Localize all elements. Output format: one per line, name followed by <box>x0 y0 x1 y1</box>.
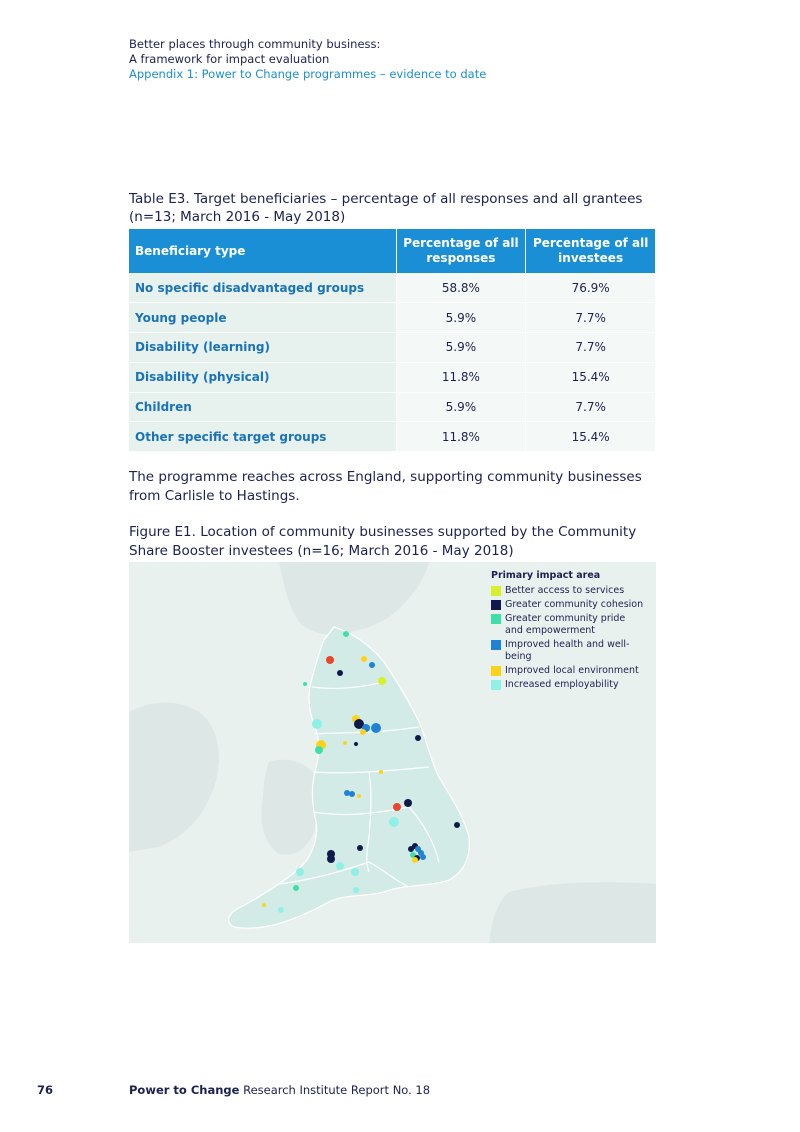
table-row <box>129 422 655 452</box>
table-row <box>129 273 655 303</box>
cell-investees: 7.7% <box>526 303 655 333</box>
cell-responses: 58.8% <box>396 273 526 303</box>
footer-brand: Power to Change <box>129 1083 240 1097</box>
community-business-marker <box>327 855 335 863</box>
cell-responses: 5.9% <box>396 303 526 333</box>
community-business-marker <box>296 868 304 876</box>
column-header-line: Beneficiary type <box>135 243 246 258</box>
legend-item <box>491 679 655 691</box>
community-business-marker <box>357 794 361 798</box>
community-business-marker <box>393 803 401 811</box>
legend-swatch <box>491 680 501 690</box>
community-business-marker <box>343 631 349 637</box>
community-business-marker <box>412 857 418 863</box>
legend-item <box>491 585 655 597</box>
header-section: Appendix 1: Power to Change programmes – evidence to date <box>129 67 487 81</box>
community-business-marker <box>454 822 460 828</box>
table-header-row <box>129 229 655 273</box>
community-business-marker <box>353 887 359 893</box>
community-business-marker <box>278 907 284 913</box>
footer-report: Research Institute Report No. 18 <box>239 1083 431 1097</box>
cell-responses: 11.8% <box>396 362 526 392</box>
cell-responses: 5.9% <box>396 333 526 363</box>
header-title-line1: Better places through community business: <box>129 37 381 51</box>
table-caption-line1: Table E3. Target beneficiaries – percentage of all responses and all grantees <box>129 191 643 207</box>
community-business-marker <box>360 729 366 735</box>
row-label: Other specific target groups <box>129 422 396 452</box>
figure-caption: Figure E1. Location of community businesses supported by the Community Share Booster investees (n=16; March 2016 - May 2018) <box>129 524 637 559</box>
community-business-marker <box>326 656 334 664</box>
cell-investees: 7.7% <box>526 392 655 422</box>
legend-item <box>491 639 655 663</box>
community-business-marker <box>312 719 322 729</box>
community-business-marker <box>336 862 344 870</box>
legend-swatch <box>491 586 501 596</box>
community-business-marker <box>369 662 375 668</box>
column-header-line: investees <box>558 251 624 265</box>
community-business-marker <box>337 670 343 676</box>
footer-text <box>129 1083 430 1097</box>
row-label: Disability (learning) <box>129 333 396 363</box>
beneficiary-table <box>129 229 655 452</box>
community-business-marker <box>354 742 358 746</box>
table-row <box>129 333 655 363</box>
cell-investees: 76.9% <box>526 273 655 303</box>
row-label: Children <box>129 392 396 422</box>
location-map <box>129 562 656 943</box>
legend-label: Better access to services <box>505 585 625 596</box>
community-business-marker <box>371 723 381 733</box>
legend-title: Primary impact area <box>491 570 601 581</box>
scotland-landmass <box>279 562 429 635</box>
community-business-marker <box>315 746 323 754</box>
legend-label: Improved health and well-being <box>505 639 630 662</box>
community-business-marker <box>420 854 426 860</box>
community-business-marker <box>379 770 383 774</box>
community-business-marker <box>262 903 266 907</box>
legend-swatch <box>491 614 501 624</box>
legend-swatch <box>491 640 501 650</box>
legend-item <box>491 665 655 677</box>
map-legend <box>491 570 655 693</box>
table-caption <box>129 190 659 226</box>
table-caption-line2: (n=13; March 2016 - May 2018) <box>129 209 346 225</box>
legend-label: Greater community cohesion <box>505 599 644 610</box>
legend-label: Improved local environment <box>505 665 639 676</box>
running-header <box>129 37 486 82</box>
community-business-marker <box>389 817 399 827</box>
cell-responses: 11.8% <box>396 422 526 452</box>
community-business-marker <box>293 885 299 891</box>
cell-investees: 15.4% <box>526 422 655 452</box>
community-business-marker <box>343 741 347 745</box>
community-business-marker <box>404 799 412 807</box>
cell-responses: 5.9% <box>396 392 526 422</box>
page-number: 76 <box>37 1083 54 1097</box>
community-business-marker <box>344 790 350 796</box>
community-business-marker <box>361 656 367 662</box>
wales-landmass <box>261 760 318 855</box>
community-business-marker <box>378 677 386 685</box>
legend-swatch <box>491 600 501 610</box>
legend-item <box>491 599 655 611</box>
body-paragraph: The programme reaches across England, supporting community businesses from Carlisle to Hastings. <box>129 469 642 504</box>
community-business-marker <box>357 845 363 851</box>
france-landmass <box>489 882 656 943</box>
community-business-marker <box>415 735 421 741</box>
column-header-line: responses <box>426 251 496 265</box>
row-label: No specific disadvantaged groups <box>129 273 396 303</box>
table-row <box>129 303 655 333</box>
row-label: Disability (physical) <box>129 362 396 392</box>
table-row <box>129 392 655 422</box>
column-header-beneficiary-type <box>129 229 396 273</box>
legend-label: Increased employability <box>505 679 619 690</box>
community-business-marker <box>349 791 355 797</box>
column-header-responses <box>396 229 526 273</box>
row-label: Young people <box>129 303 396 333</box>
cell-investees: 7.7% <box>526 333 655 363</box>
table-row <box>129 362 655 392</box>
england-landmass <box>229 627 470 928</box>
ireland-landmass <box>129 703 219 852</box>
community-business-marker <box>303 682 307 686</box>
legend-swatch <box>491 666 501 676</box>
legend-label: Greater community pride and empowerment <box>505 613 626 636</box>
community-business-marker <box>351 868 359 876</box>
column-header-line: Percentage of all <box>403 236 519 250</box>
column-header-investees <box>526 229 655 273</box>
cell-investees: 15.4% <box>526 362 655 392</box>
column-header-line: Percentage of all <box>532 236 649 250</box>
header-title-line2: A framework for impact evaluation <box>129 52 330 66</box>
legend-item <box>491 613 655 637</box>
